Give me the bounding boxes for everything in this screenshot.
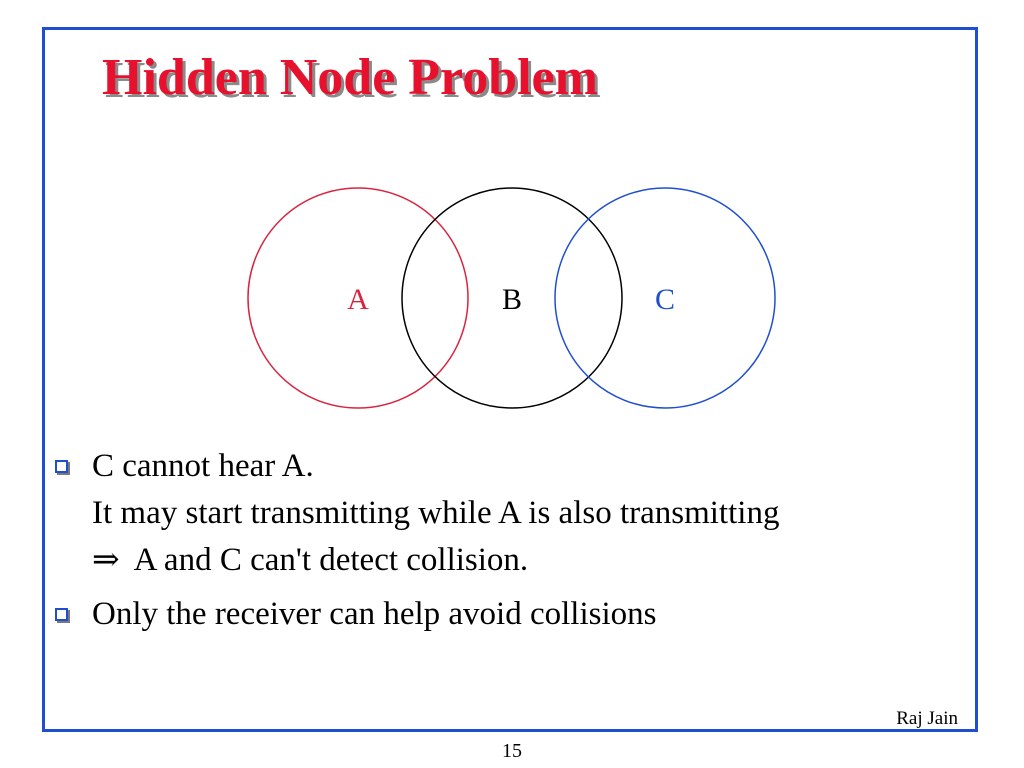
square-bullet-icon [55,460,68,473]
page-number: 15 [502,740,522,762]
implies-symbol: ⇒ [92,542,120,578]
node-c-label: C [654,283,676,316]
slide-title: Hidden Node Problem [102,49,598,106]
bullet-list [54,443,779,645]
bullet-text-line [92,537,779,584]
bullet-text-line: Only the receiver can help avoid collisions [92,596,657,632]
bullet-conclusion-text: A and C can't detect collision. [133,542,529,578]
bullet-item-hidden-node [54,443,779,584]
bullet-text-line: It may start transmitting while A is also transmitting [92,495,780,531]
author-name: Raj Jain [896,708,958,729]
square-bullet-icon [55,608,68,621]
node-b-label: B [501,283,523,316]
bullet-item-receiver [54,591,779,638]
node-a-label: A [347,283,369,316]
bullet-text-line: C cannot hear A. [92,448,314,484]
